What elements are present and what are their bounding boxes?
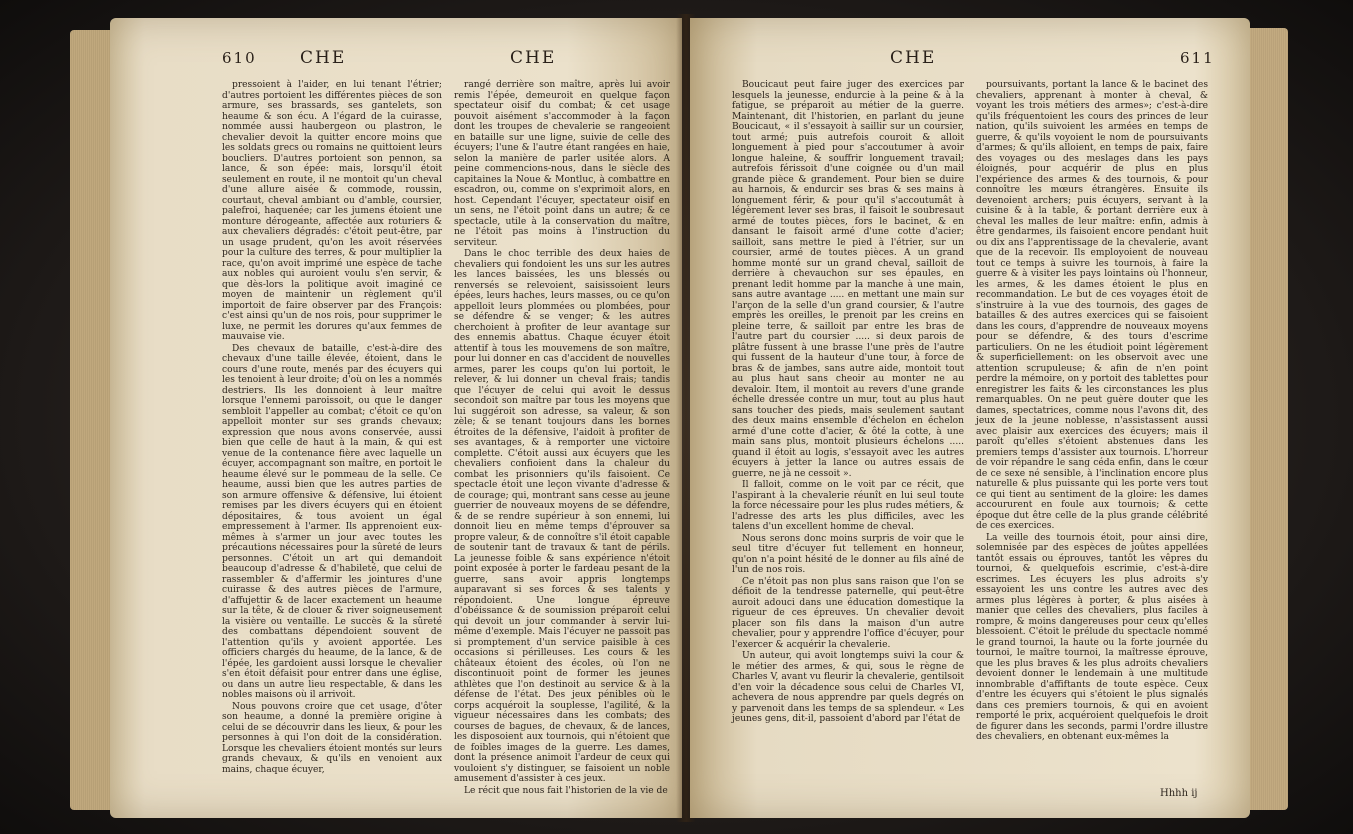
paragraph: Ce n'étoit pas non plus sans raison que l'on se défioit de la tendresse paternelle, qui peut-être auroit adouci dans une éducation domestique la rigueur de ces épreuves. Un chevalier devoit placer son fils dans la maison d'un autre chevalier, pour y apprendre l'office d'écuyer, pour l'exercer & acquérir la chevalerie. <box>732 576 964 650</box>
right-running-head: CHE <box>890 48 937 68</box>
left-page <box>110 18 682 818</box>
right-page-number: 611 <box>1180 49 1215 67</box>
paragraph: Le récit que nous fait l'historien de la vie de <box>464 785 668 796</box>
right-column-1 <box>732 80 964 726</box>
signature-mark: Hhhh ij <box>1160 788 1198 799</box>
paragraph: Nous pouvons croire que cet usage, d'ôter son heaume, a donné la première origine à celui de se découvrir dans les lieux, & pour les personnes à qui l'on doit de la considération. Lorsque les chevaliers étoient montés sur leurs grands chevaux, & qu'ils en venoient aux mains, chaque écuyer, <box>222 701 442 775</box>
paragraph: Des chevaux de bataille, c'est-à-dire des chevaux d'une taille élevée, étoient, dans le cours d'une route, menés par des écuyers qui les tenoient à leur droite; d'où on les a nommés destriers. Ils les donnoient à leur maître lorsque l'ennemi paroissoit, ou que le danger sembloit l'appeller au combat; c'étoit ce qu'on appelloit monter sur ses grands chevaux; expression que nous avons conservée, aussi bien que celle de haut à la main, & qui est venue de la contenance fière avec laquelle un écuyer, accompagnant son maître, en portoit le heaume élevé sur le pommeau de la selle. Ce heaume, aussi bien que les autres parties de son armure offensive & défensive, lui étoient remises par les divers écuyers qui en étoient dépositaires, & tous avoient un égal empressement à l'armer. Ils apprenoient eux-mêmes à s'armer un jour avec toutes les précautions nécessaires pour la sûreté de leurs personnes. C'étoit un art qui demandoit beaucoup d'adresse & d'habileté, que celui de rassembler & d'affermir les jointures d'une cuirasse & des autres pièces de l'armure, d'affujettir & de lacer exactement un heaume sur la tête, & de clouer & river soigneusement la visière ou ventaille. Le succès & la sûreté des combattans dépendoient souvent de l'attention qu'ils y avoient apportée. Les officiers chargés du heaume, de la lance, & de l'épée, les gardoient aussi lorsque le chevalier s'en étoit défaisit pour entrer dans une église, ou dans un autre lieu respectable, & dans les nobles maisons où il arrivoit. <box>222 343 442 700</box>
paragraph: Nous serons donc moins surpris de voir que le seul titre d'écuyer fut tellement en honneur, qu'on n'a point hésité de le donner au fils aîné de l'un de nos rois. <box>732 533 964 575</box>
paragraph: poursuivants, portant la lance & le bacinet des chevaliers, apprenant à monter à cheval, & voyant les trois métiers des armes»; c'est-à-dire qu'ils fréquentoient les cours des princes de leur nation, qu'ils suivoient les armées en temps de guerre, & qu'ils voyoient le nom de poursuivants d'armes; & qu'ils alloient, en temps de paix, faire des voyages ou des meslages dans les pays éloignés, pour acquérir de plus en plus l'expérience des armes & des tournois, & pour connoître les mœurs étrangères. Ensuite ils devenoient archers; puis écuyers, servant à la cuisine & à la table, & portant derrière eux à cheval les malles de leur maître: enfin, admis à être gendarmes, ils faisoient encore pendant huit ou dix ans l'apprentissage de la chevalerie, avant que de la recevoir. Ils employoient de nouveau tout ce temps à suivre les tournois, à faire la guerre & à visiter les pays lointains où l'honneur, les armes, & les dames étoient le plus en recommandation. Le but de ces voyages étoit de s'instruire à la vue des tournois, des gages de batailles & des autres exercices qui se faisoient dans les cours, d'apprendre de nouveaux moyens pour se défendre, & des tours d'escrime particuliers. On ne les étudioit point légèrement & superficiellement: on les observoit avec une attention scrupuleuse; & afin de n'en point perdre la mémoire, on y portoit des tablettes pour enregistrer les faits & les circonstances les plus remarquables. On ne peut guère douter que les dames, spectatrices, comme nous l'avons dit, des jeux de la jeune noblesse, n'assistassent aussi avec plaisir aux exercices des écuyers; mais il paroît qu'elles s'étoient abstenues dans les premiers temps d'assister aux tournois. L'horreur de voir répandre le sang céda enfin, dans le cœur de ce sexe né sensible, à l'inclination encore plus naturelle & plus puissante qui les porte vers tout ce qui tient au sentiment de la gloire: les dames accoururent en foule aux tournois; & cette époque dut être celle de la plus grande célébrité de ces exercices. <box>976 80 1208 531</box>
left-column-1 <box>222 80 442 776</box>
left-running-head-1: CHE <box>300 48 347 68</box>
right-page <box>690 18 1250 818</box>
paragraph: Un auteur, qui avoit longtemps suivi la cour & le métier des armes, & qui, sous le règne de Charles V, avant vu fleurir la chevalerie, gentilsoit d'en voir la décadence sous celui de Charles VI, achevera de nous apprendre par quels degrés on y parvenoit dans les temps de sa splendeur. « Les jeunes gens, dit-il, passoient d'abord par l'état de <box>732 651 964 724</box>
left-page-number: 610 <box>222 49 257 67</box>
paragraph: Dans le choc terrible des deux haies de chevaliers qui fondoient les uns sur les autres les lances baissées, les uns blessés ou renversés se relevoient, saisissoient leurs épées, leurs haches, leurs masses, ou ce qu'on appelloit leurs plommées ou plombées, pour se défendre & se venger; & les autres cherchoient à profiter de leur avantage sur des ennemis abattus. Chaque écuyer étoit attentif à tous les mouvemens de son maître, pour lui donner en cas d'accident de nouvelles armes, parer les coups qu'on lui portoit, le relever, & lui donner un cheval frais; tandis que l'écuyer de celui qui avoit le dessus secondoit son maître par tous les moyens que lui suggéroit son adresse, sa valeur, & son zèle; & se tenant toujours dans les bornes étroites de la défensive, l'aidoit à profiter de ses avantages, & à remporter une victoire complette. C'étoit aussi aux écuyers que les chevaliers confioient dans la chaleur du combat les prisonniers qu'ils faisoient. Ce spectacle étoit une leçon vivante d'adresse & de courage; qui, montrant sans cesse au jeune guerrier de nouveaux moyens de se défendre, & de se rendre supérieur à son ennemi, lui donnoit lieu en même temps d'éprouver sa propre valeur, & de connoître s'il étoit capable de soutenir tant de travaux & tant de périls. La jeunesse foible & sans expérience n'étoit point exposée à porter le fardeau pesant de la guerre, sans avoir appris longtemps auparavant si ses forces & ses talents y répondoient. Une longue épreuve d'obéissance & de soumission préparoit celui qui devoit un jour commander à servir lui-même d'exemple. Mais l'écuyer ne passoit pas si promptement d'un service paisible à ces occasions si périlleuses. Les cours & les châteaux étoient des écoles, où l'on ne discontinuoit point de former les jeunes athlètes que l'on destinoit au service & à la défense de l'état. Des jeux pénibles où le corps acquéroit la souplesse, l'agilité, & la vigueur nécessaires dans les combats; des courses de bagues, de chevaux, & de lances, les disposoient aux tournois, qui n'étoient que de foibles images de la guerre. Les dames, dont la présence animoit l'ardeur de ceux qui vouloient s'y distinguer, se faisoient un noble amusement d'assister à ces jeux. <box>454 249 670 784</box>
paragraph: Boucicaut peut faire juger des exercices par lesquels la jeunesse, endurcie à la peine & à la fatigue, se préparoit au métier de la guerre. Maintenant, dit l'historien, en parlant du jeune Boucicaut, « il s'essayoit à saillir sur un coursier, tout armé; puis autrefois couroit & alloit longuement à pied pour s'accoutumer à avoir longue haleine, & souffrir longuement travail; autrefois férissoit d'une coignée ou d'un mail grande pièce & grandement. Pour bien se duire au harnois, & endurcir ses bras & ses mains à longuement férir, & pour qu'il s'accoutumât à légèrement lever ses bras, il faisoit le soubresaut armé de toutes pièces, fors le bacinet, & en dansant le faisoit armé d'une cotte d'acier; sailloit, sans mettre le pied à l'étrier, sur un coursier, armé de toutes pièces. A un grand homme monté sur un grand cheval, sailloit de derrière à chevauchon sur ses épaules, en prenant ledit homme par la manche à une main, sans autre avantage ..... en mettant une main sur l'arçon de la selle d'un grand coursier, & l'autre emprès les oreilles, le prenoit par les creins en pleine terre, & sailloit par entre les bras de l'autre part du coursier ..... si deux parois de plâtre fussent à une brasse l'une près de l'autre qui fussent de la hauteur d'une tour, à force de bras & de jambes, sans autre aide, montoit tout au plus haut sans cheoir au monter ne au devaloir. Item, il montoit au revers d'une grande échelle dressée contre un mur, tout au plus haut sans toucher des pieds, mais seulement sautant des deux mains ensemble d'échelon en échelon armé d'une cotte d'acier, & ôté la cotte, à une main sans plus, montoit plusieurs échelons ..... quand il étoit au logis, s'essayoit avec les autres écuyers à jetter la lance ou autres essais de guerre, ne jà ne cessoit ». <box>732 80 964 479</box>
right-column-2 <box>976 80 1208 744</box>
paragraph: La veille des tournois étoit, pour ainsi dire, solemnisée par des espèces de joûtes appellées tantôt essais ou éprouves, tantôt les vêpres du tournoi, & quelquefois escrimie, c'est-à-dire escrimes. Les écuyers les plus adroits s'y essayoient les uns contre les autres avec des armes plus légères à porter, & plus aisées à manier que celles des chevaliers, plus faciles à rompre, & moins dangereuses pour ceux qu'elles blessoient. C'étoit le prélude du spectacle nommé le grand tournoi, la haute ou la forte journée du tournoi, le maître tournoi, la maîtresse éprouve, que les plus braves & les plus adroits chevaliers devoient donner le lendemain à une multitude innombrable d'affiftants de toute espèce. Ceux d'entre les écuyers qui s'étoient le plus signalés dans ces premiers tournois, & qui en avoient remporté le prix, acquéroient quelquefois le droit de figurer dans les seconds, parmi l'ordre illustre des chevaliers, en obtenant eux-mêmes la <box>976 532 1208 742</box>
right-page-edges <box>1248 28 1288 810</box>
left-column-2 <box>454 80 670 797</box>
paragraph: Il falloit, comme on le voit par ce récit, que l'aspirant à la chevalerie réunît en lui seul toute la force nécessaire pour les plus rudes métiers, & l'adresse des arts les plus difficiles, avec les talens d'un excellent homme de cheval. <box>732 480 964 532</box>
paragraph: pressoient à l'aider, en lui tenant l'étrier; d'autres portoient les différentes pièces de son armure, ses brassards, ses gantelets, son heaume & son écu. A l'égard de la cuirasse, nommée aussi haubergeon ou plastron, le chevalier devoit la quitter encore moins que les soldats grecs ou romains ne quittoient leurs boucliers. D'autres portoient son pennon, sa lance, & son épée: mais, lorsqu'il étoit seulement en route, il ne montoit qu'un cheval d'une allure aisée & commode, roussin, courtaut, cheval ambiant ou d'amble, coursier, palefroi, haquenée; car les jumens étoient une monture dérogeante, affectée aux roturiers & aux chevaliers dégradés: c'étoit peut-être, par un usage prudent, qu'on les avoit réservées pour la culture des terres, & pour multiplier la race, qu'on avoit imprimé une espèce de tache aux nobles qui auroient voulu s'en servir, & que dès-lors la politique avoit imaginé ce moyen de maintenir un règlement qu'il importoit de faire observer par des François: c'est ainsi qu'un de nos rois, pour supprimer le luxe, ne permit les dorures qu'aux femmes de mauvaise vie. <box>222 80 442 342</box>
left-running-head-2: CHE <box>510 48 557 68</box>
left-page-edges <box>70 30 112 810</box>
paragraph: rangé derrière son maître, après lui avoir remis l'épée, demeuroit en quelque façon spectateur oisif du combat; & cet usage pouvoit aisément s'accommoder à la façon dont les troupes de chevalerie se rangeoient en bataille sur une ligne, suivie de celle des écuyers; l'une & l'autre étant rangées en haie, selon la manière de parler usitée alors. A peine commencions-nous, dans le siècle des capitaines la Noue & Montluc, à combattre en escadron, ou, comme on s'exprimoit alors, en host. Cependant l'écuyer, spectateur oisif en un sens, ne l'étoit point dans un autre; & ce spectacle, utile à la conservation du maître, ne l'étoit pas moins à l'instruction du serviteur. <box>454 80 670 248</box>
